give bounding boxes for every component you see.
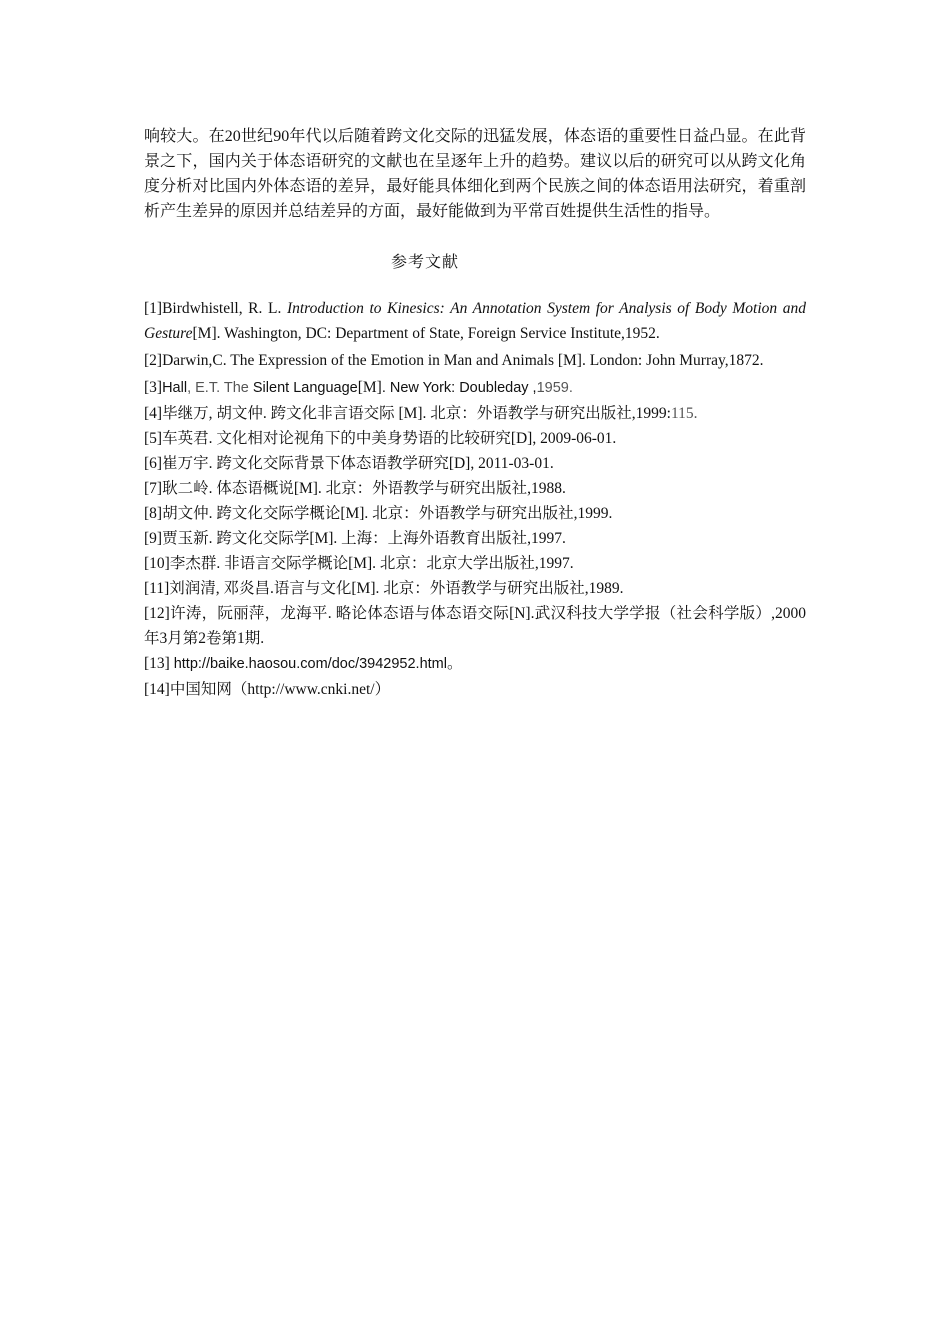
reference-13-num: [13] <box>144 655 174 672</box>
reference-item-2: [2]Darwin,C. The Expression of the Emotion in Man and Animals [M]. London: John Murray,1872. <box>144 352 764 369</box>
reference-3-publisher: . New York: Doubleday , <box>381 380 537 396</box>
references-heading: 参考文献 <box>390 254 459 271</box>
reference-1-title: Introduction to Kinesics: An Annotation System for Analysis of Body Motion and Gesture <box>144 300 806 342</box>
reference-item-12: [12]许涛，阮丽萍，龙海平. 略论体态语与体态语交际[N].武汉科技大学学报（社会科学版）,2000年3月第2卷第1期. <box>144 605 806 647</box>
reference-item-14: [14]中国知网（http://www.cnki.net/） <box>144 681 391 698</box>
reference-item-1 <box>144 296 806 346</box>
reference-1-suffix: [M]. Washington, DC: Department of State, Foreign Service Institute,1952. <box>192 325 660 342</box>
reference-item-9: [9]贾玉新. 跨文化交际学[M]. 上海：上海外语教育出版社,1997. <box>144 530 566 547</box>
reference-3-title: Silent Language <box>252 380 358 396</box>
reference-item-11: [11]刘润清, 邓炎昌.语言与文化[M]. 北京：外语教学与研究出版社,1989. <box>144 580 624 597</box>
body-paragraph: 响较大。在20世纪90年代以后随着跨文化交际的迅猛发展，体态语的重要性日益凸显。在此背景之下，国内关于体态语研究的文献也在呈逐年上升的趋势。建议以后的研究可以从跨文化角度分析对比国内外体态语的差异，最好能具体细化到两个民族之间的体态语用法研究，着重剖析产生差异的原因并总结差异的方面，最好能做到为平常百姓提供生活性的指导。 <box>144 128 806 220</box>
reference-3-initials: , E.T. The <box>187 380 253 396</box>
reference-item-6: [6]崔万宇. 跨文化交际背景下体态语教学研究[D], 2011-03-01. <box>144 455 554 472</box>
reference-item-5: [5]车英君. 文化相对论视角下的中美身势语的比较研究[D], 2009-06-01. <box>144 430 617 447</box>
reference-item-8: [8]胡文仲. 跨文化交际学概论[M]. 北京：外语教学与研究出版社,1999. <box>144 505 613 522</box>
reference-13-url: http://baike.haosou.com/doc/3942952.html <box>173 656 447 672</box>
reference-3-type: [M] <box>357 379 382 396</box>
reference-item-10: [10]李杰群. 非语言交际学概论[M]. 北京：北京大学出版社,1997. <box>144 555 574 572</box>
reference-item-7: [7]耿二岭. 体态语概说[M]. 北京：外语教学与研究出版社,1988. <box>144 480 566 497</box>
reference-4-pages: 115. <box>671 405 698 422</box>
reference-1-prefix: [1]Birdwhistell, R. L. <box>144 300 287 317</box>
reference-item-4 <box>144 401 806 426</box>
reference-13-end: 。 <box>446 655 463 672</box>
reference-3-year: 1959. <box>536 380 573 396</box>
reference-4-main: [4]毕继万, 胡文仲. 跨文化非言语交际 [M]. 北京：外语教学与研究出版社,1999: <box>144 405 671 422</box>
reference-3-num: [3] <box>144 379 163 396</box>
reference-item-3 <box>144 375 806 401</box>
references-list <box>144 296 806 702</box>
reference-3-author: Hall <box>162 380 188 396</box>
reference-item-13 <box>144 651 806 677</box>
